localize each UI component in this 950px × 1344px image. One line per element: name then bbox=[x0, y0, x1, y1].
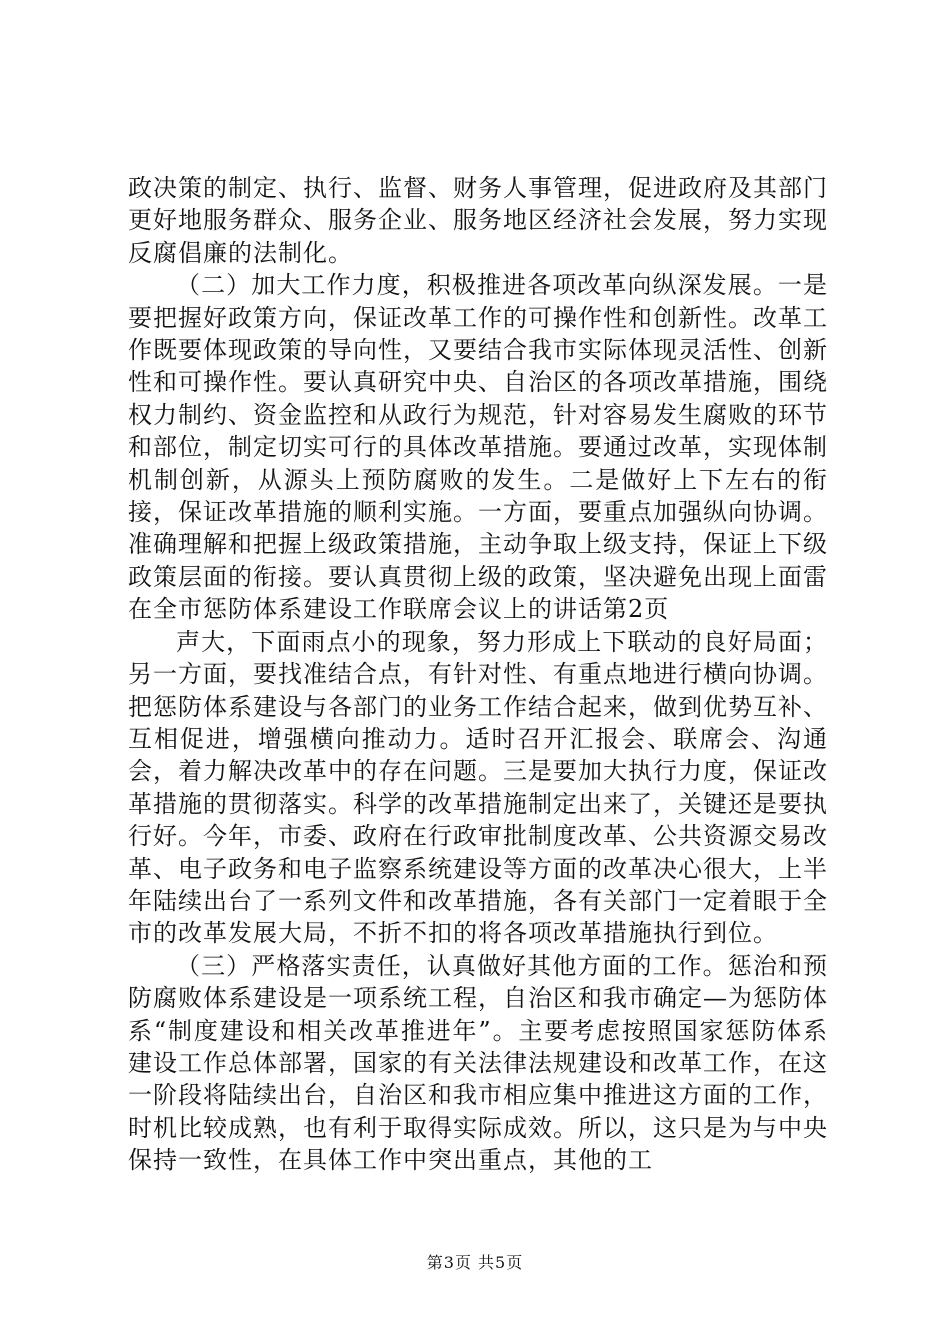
paragraph-continuation: 政决策的制定、执行、监督、财务人事管理，促进政府及其部门更好地服务群众、服务企业、服务地区经济社会发展，努力实现反腐倡廉的法制化。 bbox=[128, 174, 828, 267]
paragraph-section-two: （二）加大工作力度，积极推进各项改革向纵深发展。一是要把握好政策方向，保证改革工作的可操作性和创新性。改革工作既要体现政策的导向性，又要结合我市实际体现灵活性、创新性和可操作性。要认真研究中央、自治区的各项改革措施，围绕权力制约、资金监控和从政行为规范，针对容易发生腐败的环节和部位，制定切实可行的具体改革措施。要通过改革，实现体制机制创新，从源头上预防腐败的发生。二是做好上下左右的衔接，保证改革措施的顺利实施。一方面，要重点加强纵向协调。准确理解和把握上级政策措施，主动争取上级支持，保证上下级政策层面的衔接。要认真贯彻上级的政策，坚决避免出现上面雷在全市惩防体系建设工作联席会议上的讲话第2页 bbox=[128, 271, 828, 624]
page-footer: 第3页 共5页 bbox=[426, 1253, 524, 1272]
paragraph-section-two-continued: 声大，下面雨点小的现象，努力形成上下联动的良好局面；另一方面，要找准结合点，有针对性、有重点地进行横向协调。把惩防体系建设与各部门的业务工作结合起来，做到优势互补、互相促进，增强横向推动力。适时召开汇报会、联席会、沟通会，着力解决改革中的存在问题。三是要加大执行力度，保证改革措施的贯彻落实。科学的改革措施制定出来了，关键还是要执行好。今年，市委、政府在行政审批制度改革、公共资源交易改革、电子政务和电子监察系统建设等方面的改革决心很大，上半年陆续出台了一系列文件和改革措施，各有关部门一定着眼于全市的改革发展大局，不折不扣的将各项改革措施执行到位。 bbox=[128, 627, 828, 948]
paragraph-section-three: （三）严格落实责任，认真做好其他方面的工作。惩治和预防腐败体系建设是一项系统工程，自治区和我市确定—为惩防体系“制度建设和相关改革推进年”。主要考虑按照国家惩防体系建设工作总体部署，国家的有关法律法规建设和改革工作，在这一阶段将陆续出台，自治区和我市相应集中推进这方面的工作，时机比较成熟，也有利于取得实际成效。所以，这只是为与中央保持一致性，在具体工作中突出重点，其他的工 bbox=[128, 951, 828, 1175]
document-body bbox=[128, 172, 828, 1177]
